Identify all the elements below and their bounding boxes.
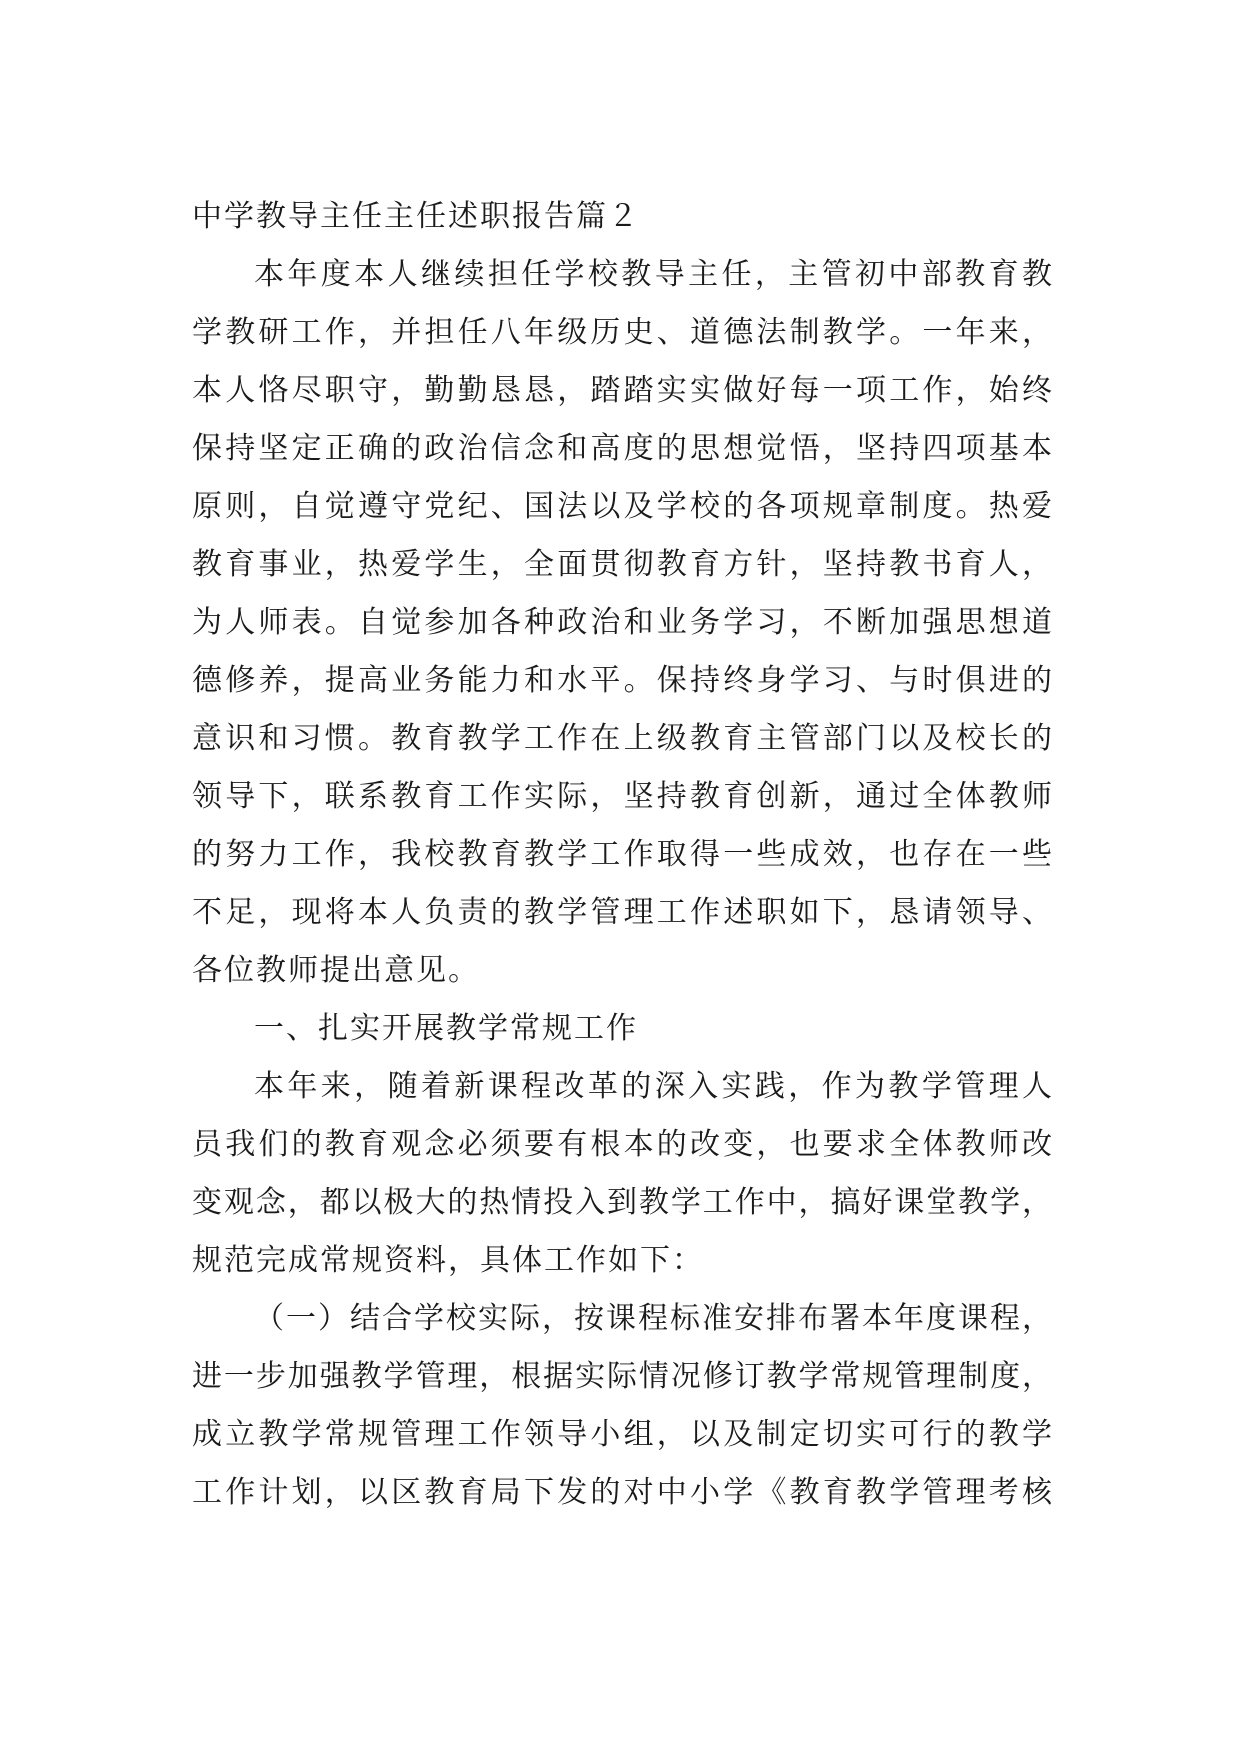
paragraph-line: 工作计划，以区教育局下发的对中小学《教育教学管理考核: [192, 1475, 1052, 1510]
paragraph-line: 不足，现将本人负责的教学管理工作述职如下，恳请领导、: [192, 895, 1052, 930]
paragraph-line: 为人师表。自觉参加各种政治和业务学习，不断加强思想道: [192, 605, 1052, 640]
paragraph-intro: [192, 246, 1052, 1000]
paragraph-line: 员我们的教育观念必须要有根本的改变，也要求全体教师改: [192, 1127, 1052, 1162]
paragraph-line: 学教研工作，并担任八年级历史、道德法制教学。一年来，: [192, 315, 1052, 350]
document-body: [192, 188, 1052, 1522]
paragraph-line: 意识和习惯。教育教学工作在上级教育主管部门以及校长的: [192, 721, 1052, 756]
paragraph-line: 进一步加强教学管理，根据实际情况修订教学常规管理制度，: [192, 1359, 1052, 1394]
paragraph-line: 本年度本人继续担任学校教导主任，主管初中部教育教: [254, 257, 1052, 292]
paragraph-line: 领导下，联系教育工作实际，坚持教育创新，通过全体教师: [192, 779, 1052, 814]
paragraph-line: （一）结合学校实际，按课程标准安排布署本年度课程，: [254, 1301, 1052, 1336]
paragraph-line: 教育事业，热爱学生，全面贯彻教育方针，坚持教书育人，: [192, 547, 1052, 582]
paragraph-line: 本年来，随着新课程改革的深入实践，作为教学管理人: [254, 1069, 1052, 1104]
paragraph-line: 本人恪尽职守，勤勤恳恳，踏踏实实做好每一项工作，始终: [192, 373, 1052, 408]
document-title: 中学教导主任主任述职报告篇２: [192, 199, 640, 234]
section-heading: 一、扎实开展教学常规工作: [254, 1011, 638, 1046]
paragraph-line: 德修养，提高业务能力和水平。保持终身学习、与时俱进的: [192, 663, 1052, 698]
paragraph-item-1: [192, 1290, 1052, 1522]
paragraph-line: 各位教师提出意见。: [192, 953, 480, 988]
paragraph-line: 原则，自觉遵守党纪、国法以及学校的各项规章制度。热爱: [192, 489, 1052, 524]
paragraph-line: 保持坚定正确的政治信念和高度的思想觉悟，坚持四项基本: [192, 431, 1052, 466]
paragraph-line: 的努力工作，我校教育教学工作取得一些成效，也存在一些: [192, 837, 1052, 872]
paragraph-line: 规范完成常规资料，具体工作如下：: [192, 1243, 704, 1278]
paragraph-line: 变观念，都以极大的热情投入到教学工作中，搞好课堂教学，: [192, 1185, 1052, 1220]
paragraph-section-1: [192, 1058, 1052, 1290]
paragraph-line: 成立教学常规管理工作领导小组，以及制定切实可行的教学: [192, 1417, 1052, 1452]
